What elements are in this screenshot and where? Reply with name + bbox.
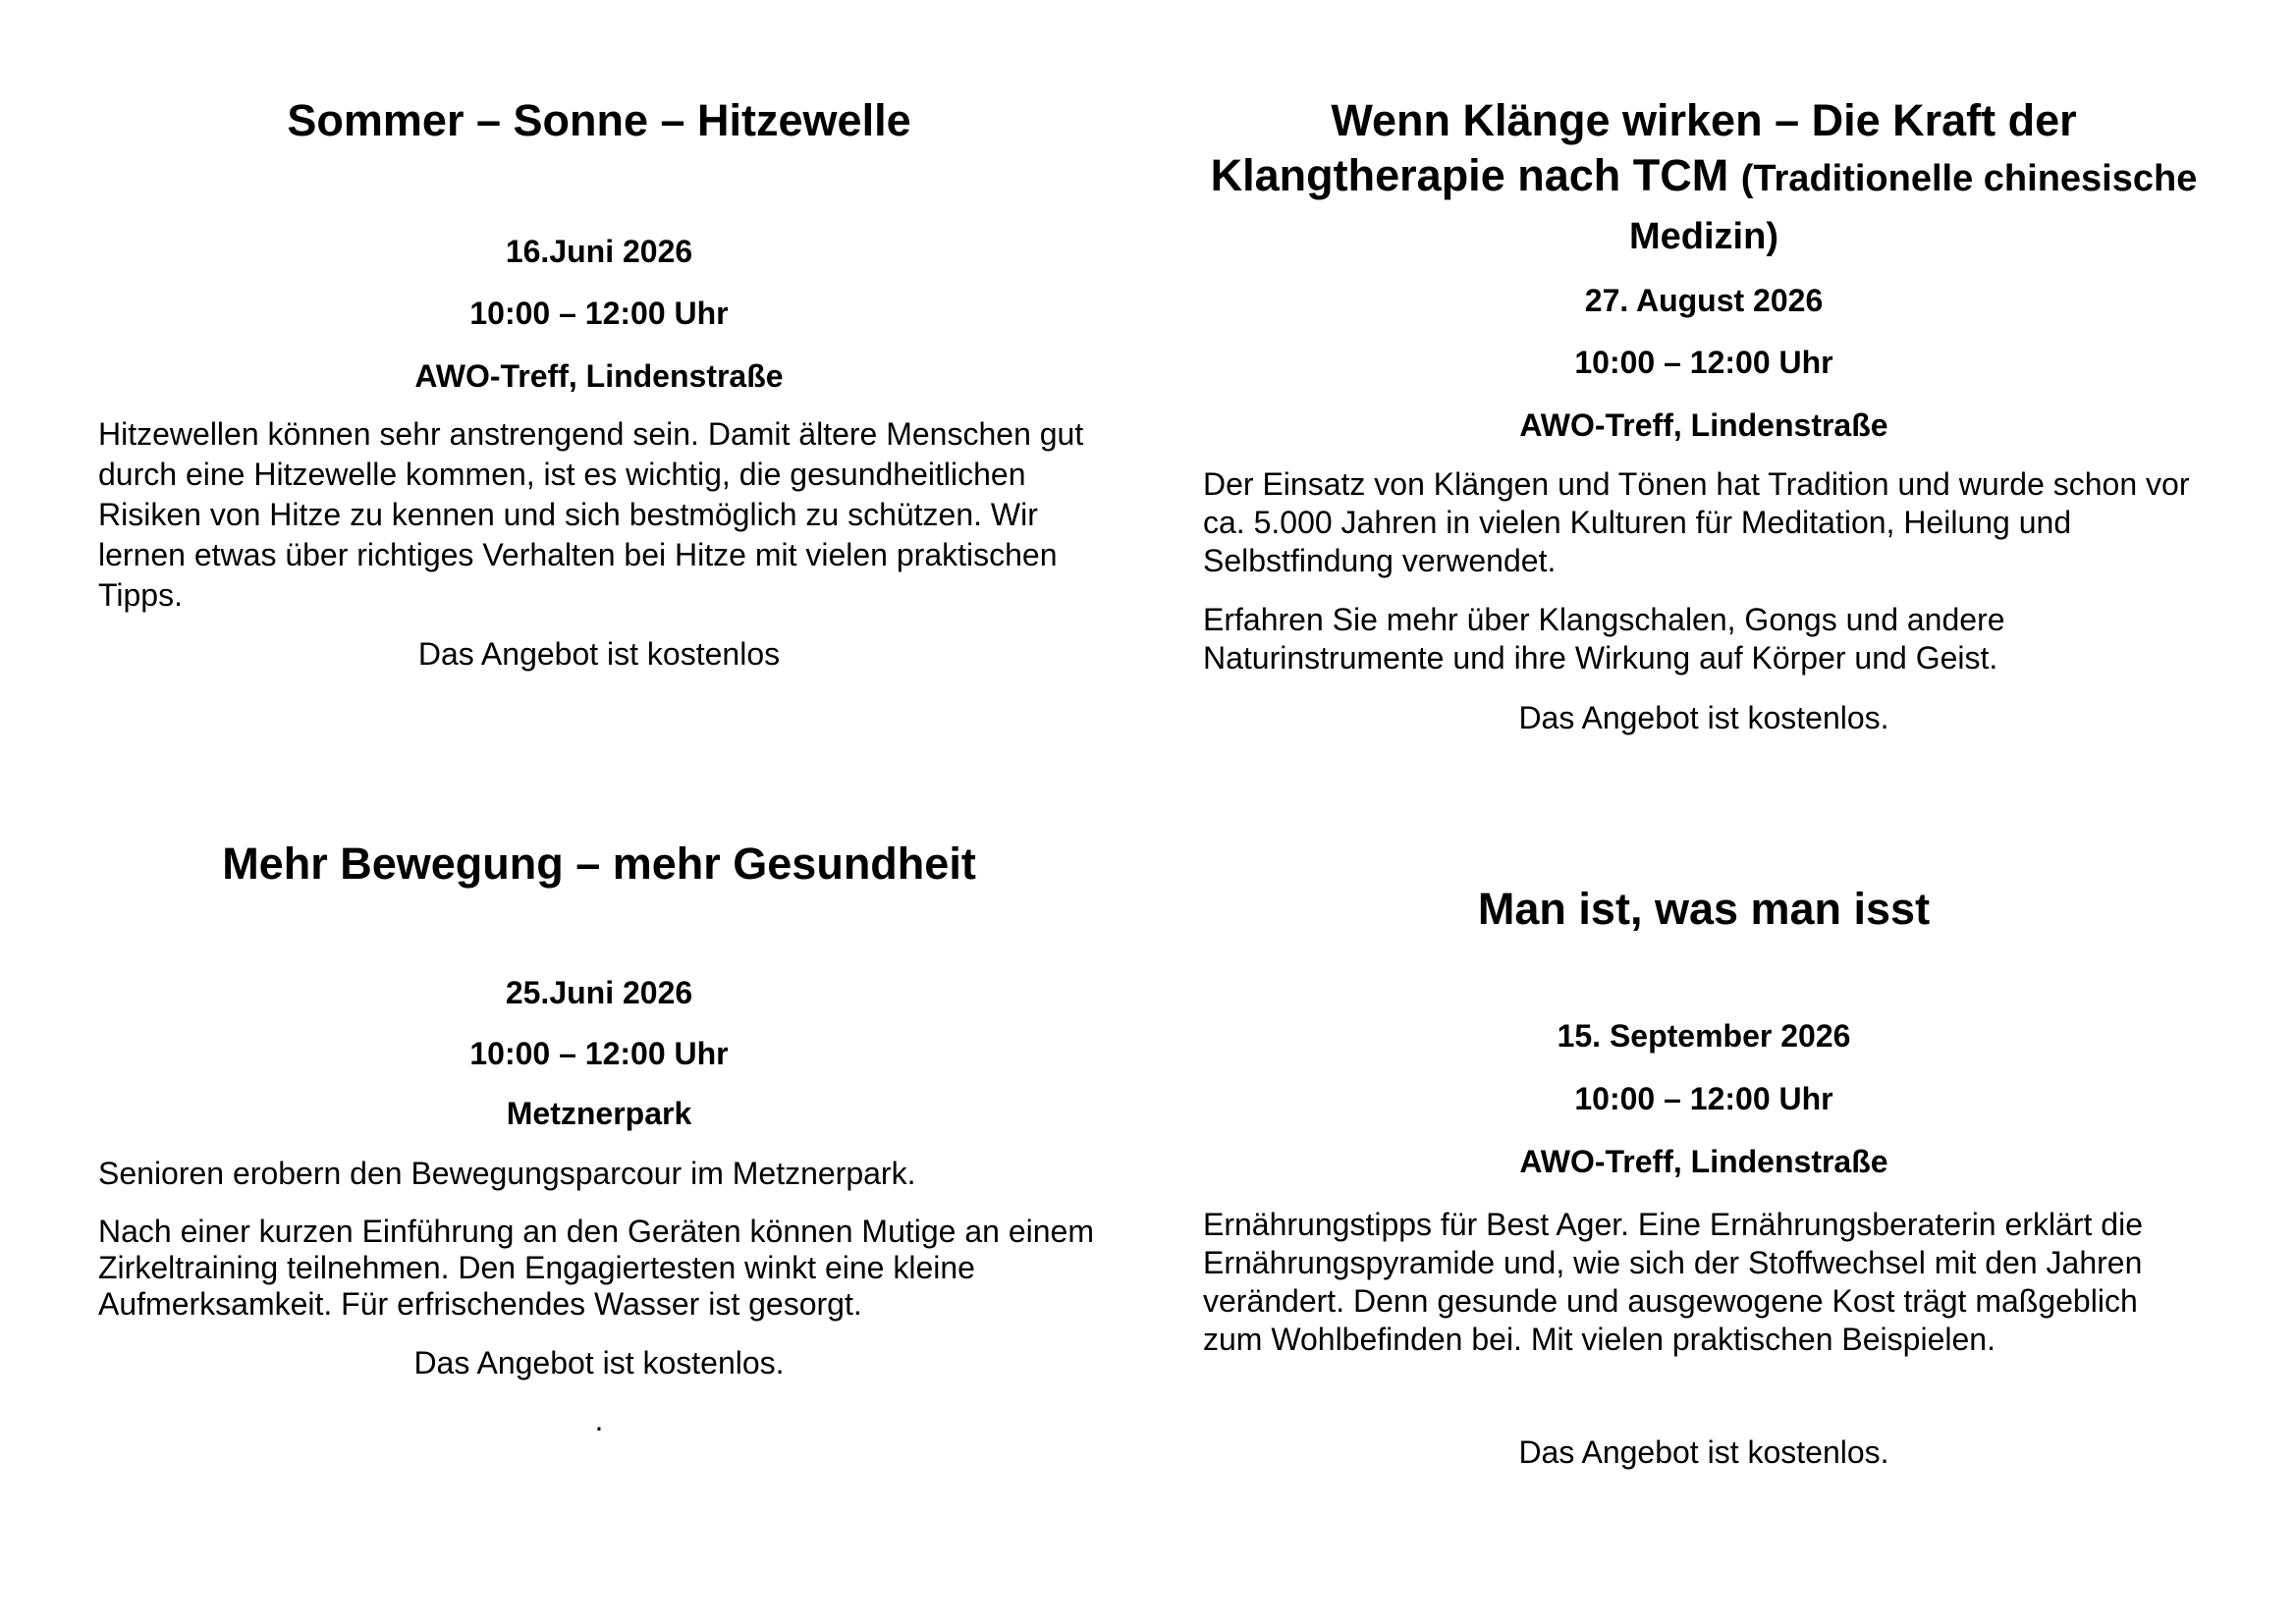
event-date: 27. August 2026 <box>1584 283 1824 318</box>
event-time: 10:00 – 12:00 Uhr <box>1574 1081 1833 1116</box>
event-location: Metznerpark <box>506 1096 692 1131</box>
event-title-main: Wenn Klänge wirken – Die Kraft der Klangtherapie nach TCM <box>1210 95 2077 200</box>
event-date: 15. September 2026 <box>1557 1018 1851 1054</box>
event-price-note: Das Angebot ist kostenlos. <box>1518 700 1889 735</box>
event-description: Erfahren Sie mehr über Klangschalen, Gongs und andere Naturinstrumente und ihre Wirkung auf Körper und Geist. <box>1203 602 2005 676</box>
event-location: AWO-Treff, Lindenstraße <box>414 358 784 394</box>
event-time: 10:00 – 12:00 Uhr <box>469 296 729 331</box>
event-description: Senioren erobern den Bewegungsparcour im Metznerpark. <box>98 1156 916 1191</box>
event-price-note: Das Angebot ist kostenlos. <box>413 1345 785 1380</box>
event-time: 10:00 – 12:00 Uhr <box>1574 345 1833 380</box>
event-title: Sommer – Sonne – Hitzewelle <box>287 95 911 145</box>
event-description: Nach einer kurzen Einführung an den Geräten können Mutige an einem Zirkeltraining teilnehmen. Den Engagiertesten winkt eine kleine Aufmerksamkeit. Für erfrischendes Wasser ist gesorgt. <box>98 1214 1094 1322</box>
event-card-ernaehrung <box>1203 882 2205 1471</box>
event-time: 10:00 – 12:00 Uhr <box>469 1036 729 1071</box>
event-location: AWO-Treff, Lindenstraße <box>1519 407 1888 443</box>
event-price-note: Das Angebot ist kostenlos. <box>1518 1434 1889 1470</box>
event-description: Der Einsatz von Klängen und Tönen hat Tradition und wurde schon vor ca. 5.000 Jahren in vielen Kulturen für Meditation, Heilung und Selbstfindung verwendet. <box>1203 466 2190 578</box>
trailing-period: . <box>594 1402 604 1437</box>
event-card-sommer <box>98 93 1100 673</box>
event-title: Man ist, was man isst <box>1477 884 1931 934</box>
event-title: Mehr Bewegung – mehr Gesundheit <box>222 839 976 889</box>
event-card-bewegung <box>98 837 1100 1438</box>
event-description: Hitzewellen können sehr anstrengend sein. Damit ältere Menschen gut durch eine Hitzewelle kommen, ist es wichtig, die gesundheitlichen Risiken von Hitze zu kennen und sich bestmöglich zu schützen. Wir lernen etwas über richtiges Verhalten bei Hitze mit vielen praktischen Tipps. <box>98 416 1084 613</box>
event-date: 25.Juni 2026 <box>505 975 693 1010</box>
event-date: 16.Juni 2026 <box>505 234 693 269</box>
event-price-note: Das Angebot ist kostenlos <box>417 636 781 672</box>
event-description: Ernährungstipps für Best Ager. Eine Ernährungsberaterin erklärt die Ernährungspyramide und, wie sich der Stoffwechsel mit den Jahren verändert. Denn gesunde und ausgewogene Kost trägt maßgeblich zum Wohlbefinden bei. Mit vielen praktischen Beispielen. <box>1203 1207 2143 1357</box>
event-title <box>1203 93 2205 264</box>
event-location: AWO-Treff, Lindenstraße <box>1519 1144 1888 1179</box>
event-card-klangtherapie <box>1203 93 2205 736</box>
event-title-sub: (Traditionelle chinesische Medizin) <box>1629 158 2198 257</box>
